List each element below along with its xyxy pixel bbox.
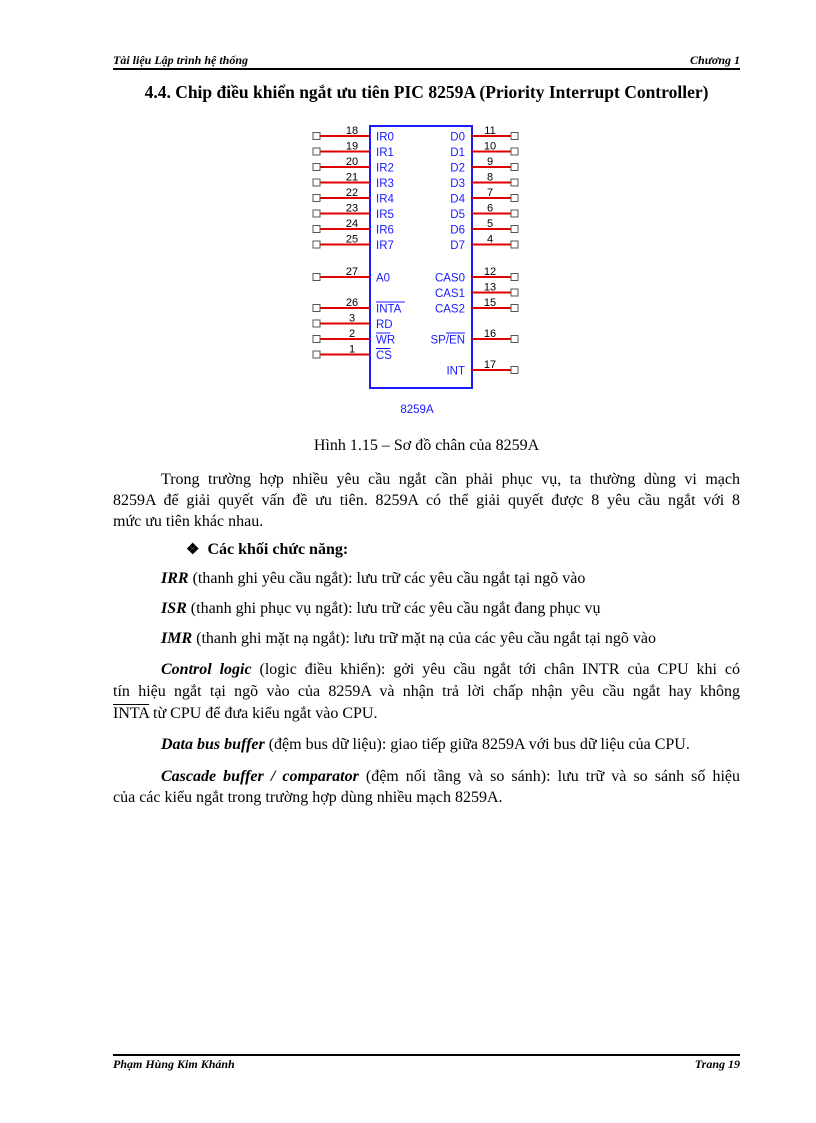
paragraph-line [113,703,740,725]
pin-terminal [313,351,320,358]
header-doc-title: Tài liệu Lập trình hệ thống [113,53,249,67]
pin-terminal [313,274,320,281]
pin-number: 9 [486,156,494,168]
diamond-bullet-icon: ❖ [186,542,200,558]
pin-terminal [511,289,518,296]
irr-term: IRR [161,570,189,587]
pin-number: 27 [345,266,359,278]
pin-label: IR6 [376,224,394,237]
pin-terminal [313,164,320,171]
pin-terminal [511,148,518,155]
control-term: Control logic [161,661,252,678]
pin-terminal [511,305,518,312]
section-title: 4.4. Chip điều khiển ngắt ưu tiên PIC 8259A (Priority Interrupt Controller) [144,82,709,102]
header-rule [113,68,740,70]
control-logic-item [113,659,740,725]
imr-term: IMR [161,630,193,647]
pin-label: CS [376,350,392,362]
footer-rule [113,1054,740,1056]
pin-label: D5 [450,209,465,221]
pin-terminal [313,210,320,217]
header-chapter: Chương 1 [690,53,740,67]
pin-label: IR4 [376,193,394,206]
databus-text: (đệm bus dữ liệu): giao tiếp giữa 8259A với bus dữ liệu của CPU. [264,736,690,753]
paragraph-line [113,766,740,787]
pin-number: 7 [486,187,494,199]
pin-terminal [313,195,320,202]
pin-label: D6 [450,224,465,237]
page-header [113,51,740,69]
pin-label: A0 [376,272,391,285]
footer-page-number: Trang 19 [694,1057,740,1071]
pin-label: IR2 [376,162,394,175]
pin-terminal [511,274,518,281]
data-bus-item [161,736,690,754]
pin-number: 10 [483,140,497,153]
pin-number: 5 [486,218,494,230]
pin-label: D0 [450,131,465,144]
functional-blocks-heading [186,540,348,559]
paragraph-line [113,659,740,681]
cascade-text: (đệm nối tầng và so sánh): lưu trữ và so sánh số hiệu [358,768,740,785]
paragraph-intro [113,469,740,532]
pin-label: RD [376,319,393,331]
pin-number: 20 [345,156,359,168]
chip-name-label: 8259A [400,404,434,416]
cascade-item [113,766,740,808]
pin-terminal [511,241,518,248]
pin-terminal [313,305,320,312]
pin-number: 25 [345,233,359,246]
figure-caption: Hình 1.15 – Sơ đồ chân của 8259A [313,437,540,454]
pin-terminal [511,195,518,202]
pin-number: 26 [345,297,359,309]
pin-number: 3 [348,312,356,325]
databus-term: Data bus buffer [161,736,265,753]
isr-term: ISR [161,600,187,617]
pin-number: 18 [345,125,359,137]
pin-terminal [511,367,518,374]
pin-number: 15 [483,297,497,309]
pin-label: IR0 [376,131,394,144]
bullet-text: Các khối chức năng: [207,541,349,558]
pin-terminal [511,226,518,233]
pin-terminal [313,133,320,140]
pin-terminal [313,320,320,327]
cascade-term: Cascade buffer / comparator [161,768,359,785]
pin-number: 2 [348,328,356,340]
pin-label: INTA [376,303,402,316]
paragraph-line: Trong trường hợp nhiều yêu cầu ngắt cần phải phục vụ, ta thường dùng vi mạch [161,471,740,488]
pin-terminal [313,226,320,233]
paragraph-line: mức ưu tiên khác nhau. [113,513,264,530]
pin-label: CAS1 [434,288,465,300]
pin-number: 19 [345,140,359,153]
pin-number: 22 [345,187,359,199]
imr-text: (thanh ghi mặt nạ ngắt): lưu trữ mặt nạ của các yêu cầu ngắt tại ngõ vào [192,630,656,647]
pin-label: IR7 [376,240,394,252]
pin-number: 12 [483,266,497,278]
pin-terminal [313,148,320,155]
pin-number: 4 [486,233,494,246]
pin-label: CAS2 [434,303,465,316]
pin-label: D1 [450,147,465,159]
paragraph-line: của các kiểu ngắt trong trường hợp dùng nhiều mạch 8259A. [113,789,503,806]
irr-text: (thanh ghi yêu cầu ngắt): lưu trữ các yêu cầu ngắt tại ngõ vào [188,570,586,587]
imr-item [161,630,656,648]
chip-diagram-layer [313,125,518,416]
pin-number: 13 [483,281,497,294]
pin-number: 21 [345,171,359,184]
footer-author: Phạm Hùng Kim Khánh [113,1057,235,1071]
pin-terminal [313,179,320,186]
pin-label: IR1 [376,147,394,159]
pin-terminal [313,336,320,343]
pin-label: IR5 [376,209,394,221]
pin-label: WR [376,334,396,347]
isr-text: (thanh ghi phục vụ ngắt): lưu trữ các yêu cầu ngắt đang phục vụ [186,600,601,617]
control-text: (logic điều khiển): gởi yêu cầu ngắt tới chân INTR của CPU khi có [251,661,740,678]
paragraph-line: tín hiệu ngắt tại ngõ vào của 8259A và nhận trả lời chấp nhận yêu cầu ngắt hay không [113,683,740,700]
pin-terminal [511,133,518,140]
pin-number: 8 [486,171,494,184]
control-text-end: từ CPU để đưa kiểu ngắt vào CPU. [149,705,378,722]
pin-number: 17 [483,359,497,371]
pin-label: INT [446,365,465,378]
pin-label: D2 [450,162,465,175]
pin-label: CAS0 [434,272,465,285]
pin-number: 11 [484,125,496,137]
inta-signal: INTA [113,705,150,722]
irr-item [161,570,585,588]
isr-item [161,600,600,618]
pin-label: IR3 [376,178,394,190]
pin-number: 16 [483,328,497,340]
pin-terminal [511,179,518,186]
paragraph-line: 8259A để giải quyết vấn đề ưu tiên. 8259A có thể giải quyết được 8 yêu cầu ngắt với 8 [113,492,740,509]
pin-terminal [511,210,518,217]
pin-label: D4 [450,193,465,206]
pin-label: D7 [450,240,465,252]
pin-label: D3 [450,178,465,190]
pin-number: 6 [486,202,494,215]
pinout-diagram [312,118,526,420]
pin-number: 24 [345,218,359,230]
pin-terminal [511,336,518,343]
pin-terminal [511,164,518,171]
pin-terminal [313,241,320,248]
pin-label: SP/EN [430,334,465,347]
pin-number: 1 [348,343,356,356]
pin-number: 23 [345,202,359,215]
